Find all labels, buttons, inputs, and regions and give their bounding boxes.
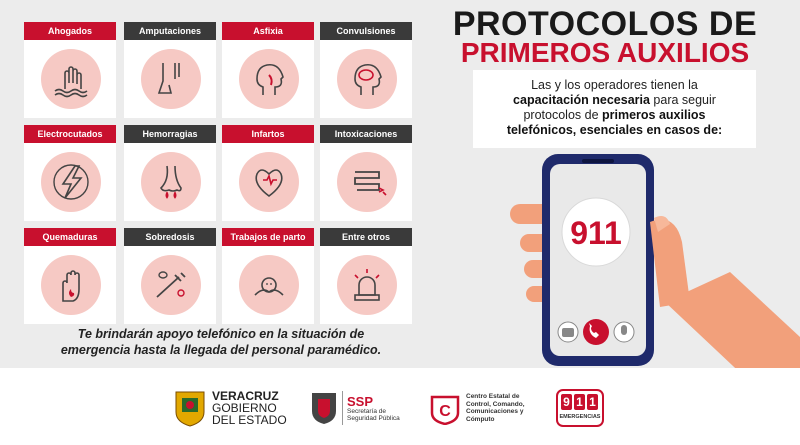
- info-box: [473, 70, 756, 148]
- emergencias-911-icon: [556, 389, 604, 427]
- heart-icon: [249, 162, 289, 202]
- card-electrocutados: [24, 125, 116, 221]
- card-label: Asfixia: [222, 22, 314, 40]
- card-trabajos-de-parto: [222, 228, 314, 324]
- icon-circle: [239, 255, 299, 315]
- ssp-shield-icon: [310, 391, 338, 425]
- brain-head-icon: [347, 59, 387, 99]
- baby-birth-icon: [249, 265, 289, 305]
- veracruz-line1: VERACRUZ: [212, 389, 279, 403]
- veracruz-line2: GOBIERNO: [212, 401, 277, 415]
- bottom-note-line2: emergencia hasta la llegada del personal paramédico.: [60, 343, 382, 357]
- card-label: Quemaduras: [24, 228, 116, 246]
- footer: [0, 368, 800, 445]
- info-p2-rest: para seguir: [649, 93, 716, 107]
- svg-text:C: C: [439, 403, 451, 420]
- c5-logo: [428, 388, 525, 428]
- card-quemaduras: [24, 228, 116, 324]
- info-p1: Las y los operadores tienen la: [531, 78, 698, 92]
- c5-text: [466, 393, 525, 423]
- pills-syringe-icon: [151, 265, 191, 305]
- ssp-logo: [310, 388, 400, 428]
- mic-icon: [621, 325, 627, 335]
- title-line2: PRIMEROS AUXILIOS: [460, 37, 750, 68]
- bottom-note: [24, 326, 418, 358]
- c5-line4: Cómputo: [466, 415, 495, 423]
- emergencias-label: EMERGENCIAS: [559, 414, 601, 420]
- phone-illustration: [490, 152, 800, 382]
- icon-circle: [337, 49, 397, 109]
- icon-circle: [239, 152, 299, 212]
- title-line1: PROTOCOLOS DE: [452, 5, 758, 43]
- card-ahogados: [24, 22, 116, 118]
- ssp-text: [347, 395, 400, 422]
- choking-head-icon: [249, 59, 289, 99]
- info-p3-bold: primeros auxilios: [602, 108, 706, 122]
- thumb: [650, 220, 690, 308]
- lightning-icon: [51, 162, 91, 202]
- card-hemorragias: [124, 125, 216, 221]
- icon-circle: [141, 152, 201, 212]
- card-amputaciones: [124, 22, 216, 118]
- card-infartos: [222, 125, 314, 221]
- emergency-grid: [24, 22, 418, 324]
- c5-emblem-icon: [428, 391, 462, 425]
- intestine-icon: [347, 162, 387, 202]
- card-entre-otros: [320, 228, 412, 324]
- info-p3: protocolos de: [523, 108, 602, 122]
- info-p4-bold: telefónicos, esenciales en casos de:: [506, 123, 723, 137]
- c5-line1: Centro Estatal de: [466, 393, 520, 400]
- card-label: Sobredosis: [124, 228, 216, 246]
- veracruz-shield-icon: [172, 388, 208, 428]
- icon-circle: [41, 152, 101, 212]
- nosebleed-icon: [151, 162, 191, 202]
- svg-text:1: 1: [589, 395, 596, 409]
- svg-text:1: 1: [576, 395, 583, 409]
- icon-circle: [141, 255, 201, 315]
- veracruz-line3: DEL ESTADO: [212, 413, 287, 427]
- veracruz-logo: [172, 388, 287, 428]
- siren-icon: [347, 265, 387, 305]
- ssp-name: SSP: [347, 393, 374, 409]
- card-intoxicaciones: [320, 125, 412, 221]
- icon-circle: [41, 255, 101, 315]
- card-label: Ahogados: [24, 22, 116, 40]
- c5-line3: Comunicaciones y: [466, 408, 524, 415]
- bottom-note-line1: Te brindarán apoyo telefónico en la situación de: [77, 327, 365, 341]
- phone-speaker: [582, 159, 614, 163]
- card-label: Trabajos de parto: [222, 228, 314, 246]
- amputated-leg-icon: [151, 59, 191, 99]
- phone-number: 911: [570, 215, 622, 251]
- card-convulsiones: [320, 22, 412, 118]
- card-label: Infartos: [222, 125, 314, 143]
- info-p2-bold: capacitación necesaria: [513, 93, 650, 107]
- ssp-sub1: Secretaría de: [347, 407, 387, 415]
- c5-line2: Control, Comando,: [466, 400, 525, 408]
- icon-circle: [141, 49, 201, 109]
- card-label: Entre otros: [320, 228, 412, 246]
- card-label: Electrocutados: [24, 125, 116, 143]
- ssp-sub2: Seguridad Pública: [347, 414, 400, 422]
- card-label: Amputaciones: [124, 22, 216, 40]
- camera-icon: [562, 328, 574, 337]
- icon-circle: [337, 152, 397, 212]
- icon-circle: [337, 255, 397, 315]
- veracruz-text: [212, 390, 287, 426]
- icon-circle: [41, 49, 101, 109]
- card-sobredosis: [124, 228, 216, 324]
- drowning-hand-icon: [51, 59, 91, 99]
- emergencias-logo: [556, 388, 604, 428]
- burned-hand-icon: [51, 265, 91, 305]
- card-asfixia: [222, 22, 314, 118]
- card-label: Convulsiones: [320, 22, 412, 40]
- card-label: Hemorragias: [124, 125, 216, 143]
- card-label: Intoxicaciones: [320, 125, 412, 143]
- svg-text:9: 9: [563, 395, 570, 409]
- icon-circle: [239, 49, 299, 109]
